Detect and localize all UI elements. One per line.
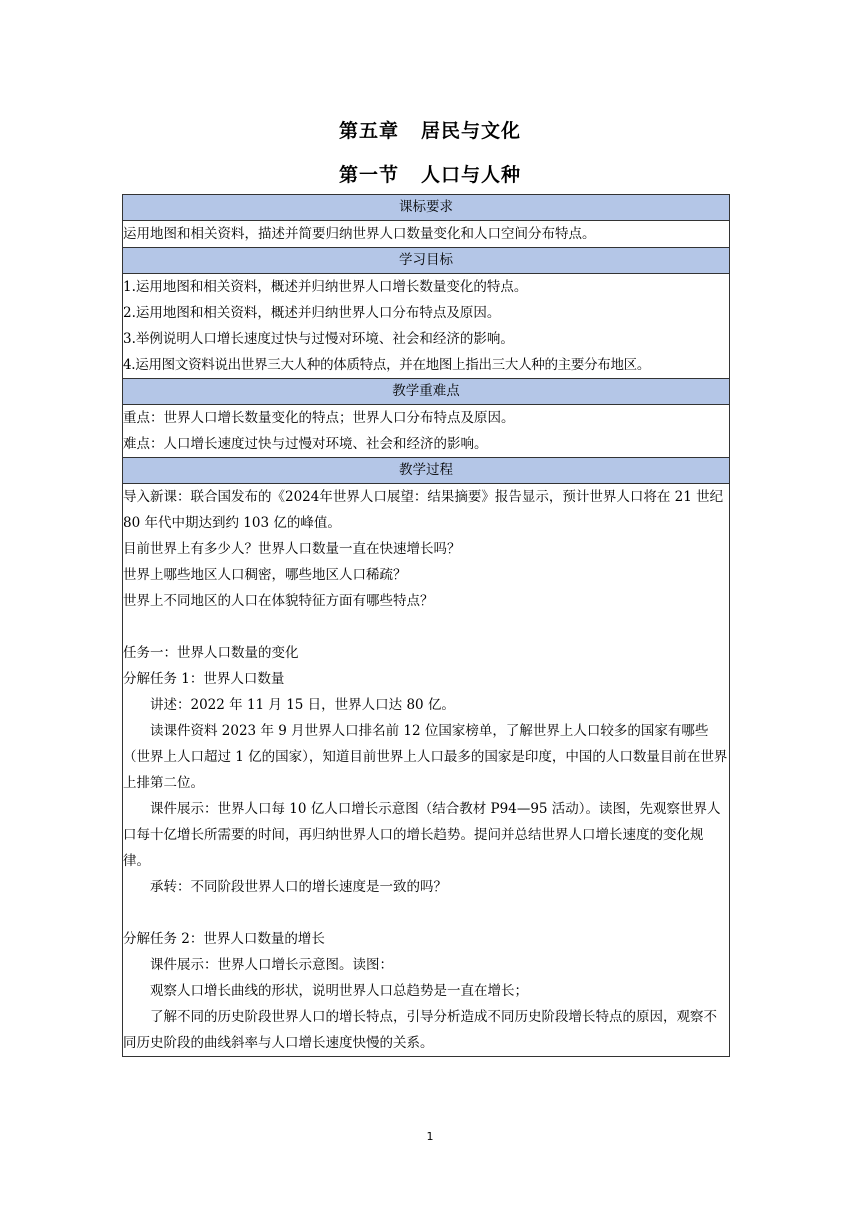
analysis-paragraph: 了解不同的历史阶段世界人口的增长特点，引导分析造成不同历史阶段增长特点的原因，观察不同历史阶段的曲线斜率与人口增长速度快慢的关系。	[123, 1009, 717, 1051]
spacer	[123, 900, 729, 926]
key-point: 重点：世界人口增长数量变化的特点；世界人口分布特点及原因。	[123, 410, 515, 426]
task-1-heading: 任务一：世界人口数量的变化	[123, 645, 299, 661]
objective-item: 1.运用地图和相关资料，概述并归纳世界人口增长数量变化的特点。	[123, 279, 528, 295]
chapter-title	[0, 116, 860, 143]
chapter-number: 第五章	[338, 120, 399, 142]
learning-objectives-header: 学习目标	[123, 248, 730, 274]
transition-paragraph: 承转：不同阶段世界人口的增长速度是一致的吗？	[150, 879, 447, 895]
subtask-1-heading: 分解任务 1：世界人口数量	[123, 671, 285, 687]
page-number: 1	[426, 1130, 434, 1143]
spacer	[123, 614, 729, 640]
curriculum-standard-header: 课标要求	[123, 195, 730, 221]
intro-paragraph: 导入新课：联合国发布的《2024年世界人口展望：结果摘要》报告显示，预计世界人口将在 21 世纪 80 年代中期达到约 103 亿的峰值。	[123, 489, 724, 531]
section-number: 第一节	[338, 164, 399, 186]
question-1: 目前世界上有多少人？世界人口数量一直在快速增长吗？	[123, 541, 461, 557]
objective-item: 3.举例说明人口增长速度过快与过慢对环境、社会和经济的影响。	[123, 331, 514, 347]
courseware-paragraph: 课件展示：世界人口每 10 亿人口增长示意图（结合教材 P94—95 活动）。读图，先观察世界人口每十亿增长所需要的时间，再归纳世界人口的增长趋势。提问并总结世界人口增长速度的变化规律。	[123, 801, 721, 869]
teaching-process-body	[123, 484, 730, 1057]
key-points-header: 教学重难点	[123, 379, 730, 405]
objective-item: 2.运用地图和相关资料，概述并归纳世界人口分布特点及原因。	[123, 305, 501, 321]
courseware-display: 课件展示：世界人口增长示意图。读图：	[150, 957, 393, 973]
teaching-process-header: 教学过程	[123, 458, 730, 484]
difficult-point: 难点：人口增长速度过快与过慢对环境、社会和经济的影响。	[123, 436, 488, 452]
observe-paragraph: 观察人口增长曲线的形状，说明世界人口总趋势是一直在增长；	[150, 983, 528, 999]
curriculum-standard-body	[123, 221, 730, 248]
question-3: 世界上不同地区的人口在体貌特征方面有哪些特点？	[123, 593, 434, 609]
reading-paragraph: 读课件资料 2023 年 9 月世界人口排名前 12 位国家榜单，了解世界上人口较多的国家有哪些（世界上人口超过 1 亿的国家），知道目前世界上人口最多的国家是印度，中国的人口数量目前在世界上排第二位。	[123, 723, 728, 791]
standard-line: 运用地图和相关资料，描述并简要归纳世界人口数量变化和人口空间分布特点。	[123, 226, 596, 242]
chapter-name: 居民与文化	[421, 120, 522, 142]
section-title	[0, 160, 860, 187]
question-2: 世界上哪些地区人口稠密，哪些地区人口稀疏？	[123, 567, 407, 583]
narration-paragraph: 讲述：2022 年 11 月 15 日，世界人口达 80 亿。	[150, 697, 455, 713]
learning-objectives-body	[123, 274, 730, 379]
section-name: 人口与人种	[421, 164, 522, 186]
lesson-plan-table	[122, 194, 730, 1057]
key-points-body	[123, 405, 730, 458]
subtask-2-heading: 分解任务 2：世界人口数量的增长	[123, 931, 325, 947]
objective-item: 4.运用图文资料说出世界三大人种的体质特点，并在地图上指出三大人种的主要分布地区。	[123, 357, 651, 373]
